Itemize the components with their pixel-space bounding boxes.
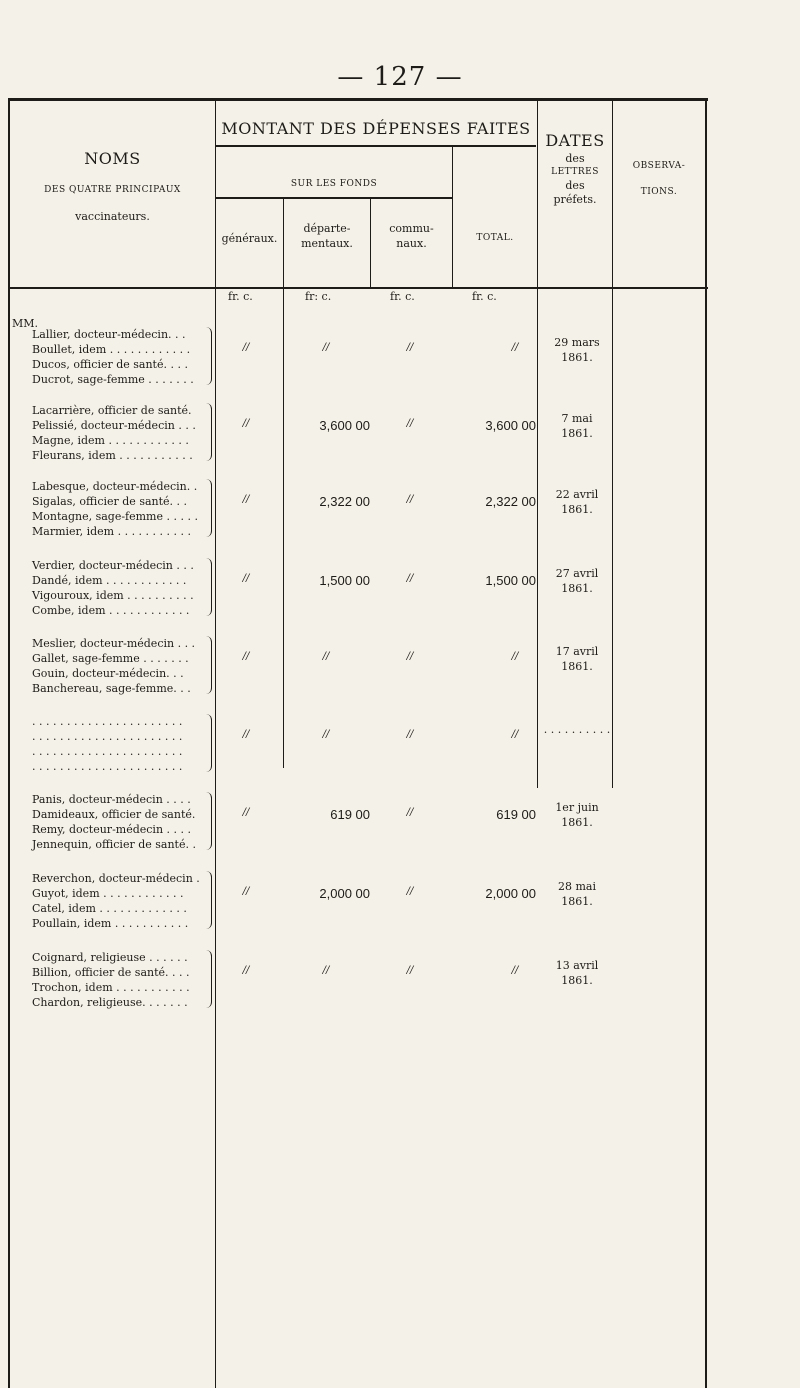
generaux-cell: // [242, 573, 250, 584]
total-cell: 2,000 00 [485, 886, 536, 901]
group-brace [205, 714, 212, 772]
rule-under-fonds [216, 197, 452, 199]
names-list [32, 558, 212, 618]
date-year: 1861. [561, 974, 593, 987]
generaux-cell: // [242, 418, 250, 429]
date-day: 7 mai [561, 412, 593, 425]
names-list [32, 950, 212, 1010]
rule-under-montant [216, 145, 536, 147]
header-departementaux-1: départe- [303, 222, 351, 235]
vaccinator-name: Gallet, sage-femme . . . . . . . [32, 652, 189, 665]
vaccinator-name: Magne, idem . . . . . . . . . . . . [32, 434, 189, 447]
departementaux-cell: 3,600 00 [319, 418, 370, 433]
vaccinator-name: Marmier, idem . . . . . . . . . . . [32, 525, 192, 538]
vaccinator-name: Gouin, docteur-médecin. . . [32, 667, 184, 680]
total-cell: // [511, 651, 519, 662]
vaccinator-name: Jennequin, officier de santé. . [32, 838, 196, 851]
communaux-cell: // [406, 807, 414, 818]
departementaux-cell: // [322, 651, 330, 662]
header-noms-title: NOMS [84, 149, 141, 168]
vaccinator-name: Lallier, docteur-médecin. . . [32, 328, 186, 341]
header-noms-sub1: DES QUATRE PRINCIPAUX [44, 184, 181, 195]
table-right-rule [705, 98, 707, 1388]
header-departementaux-2: mentaux. [301, 236, 353, 250]
names-list [32, 403, 212, 463]
unit-departementaux: fr: c. [305, 290, 332, 303]
page-number: — 127 — [337, 62, 463, 92]
date-year: 1861. [561, 503, 593, 516]
group-brace [205, 950, 212, 1008]
communaux-cell: // [406, 342, 414, 353]
vaccinator-name: . . . . . . . . . . . . . . . . . . . . . . [32, 760, 183, 773]
total-cell: // [511, 729, 519, 740]
header-generaux: généraux. [221, 232, 278, 245]
header-dates-title: DATES [545, 131, 605, 150]
generaux-cell: // [242, 807, 250, 818]
header-montant: MONTANT DES DÉPENSES FAITES [221, 119, 531, 138]
date-day: 22 avril [555, 488, 599, 501]
vaccinator-name: . . . . . . . . . . . . . . . . . . . . . . [32, 745, 183, 758]
header-dates-3: des [565, 178, 585, 192]
departementaux-cell: // [322, 729, 330, 740]
date-day: . . . . . . . . . . [543, 723, 611, 736]
col-rule-generaux [283, 198, 284, 768]
generaux-cell: // [242, 729, 250, 740]
names-list [32, 327, 212, 387]
unit-communaux: fr. c. [390, 290, 415, 303]
vaccinator-name: Vigouroux, idem . . . . . . . . . . [32, 589, 194, 602]
col-rule-communaux [452, 145, 453, 288]
header-sur-fonds: SUR LES FONDS [290, 179, 378, 189]
header-observations [613, 160, 705, 198]
vaccinator-name: Pelissié, docteur-médecin . . . [32, 419, 196, 432]
vaccinator-name: Catel, idem . . . . . . . . . . . . . [32, 902, 187, 915]
vaccinator-name: Panis, docteur-médecin . . . . [32, 793, 191, 806]
unit-generaux: fr. c. [228, 290, 253, 303]
vaccinator-name: Fleurans, idem . . . . . . . . . . . [32, 449, 193, 462]
communaux-cell: // [406, 494, 414, 505]
departementaux-cell: // [322, 965, 330, 976]
vaccinator-name: Montagne, sage-femme . . . . . [32, 510, 198, 523]
total-cell: // [511, 965, 519, 976]
vaccinator-name: Meslier, docteur-médecin . . . [32, 637, 196, 650]
vaccinator-name: . . . . . . . . . . . . . . . . . . . . . . [32, 730, 183, 743]
date-year: 1861. [561, 660, 593, 673]
date-year: 1861. [561, 816, 593, 829]
group-brace [205, 479, 212, 537]
generaux-cell: // [242, 342, 250, 353]
vaccinator-name: Sigalas, officier de santé. . . [32, 495, 188, 508]
header-noms-sub2: vaccinateurs. [75, 209, 150, 223]
date-year: 1861. [561, 895, 593, 908]
total-cell: 2,322 00 [485, 494, 536, 509]
date-day: 17 avril [555, 645, 599, 658]
date-day: 1er juin [555, 801, 599, 814]
group-brace [205, 636, 212, 694]
header-dates-1: des [565, 151, 585, 165]
group-brace [205, 558, 212, 616]
departementaux-cell: // [322, 342, 330, 353]
communaux-cell: // [406, 965, 414, 976]
table-top-rule [8, 98, 708, 101]
names-list [32, 714, 212, 774]
departementaux-cell: 2,000 00 [319, 886, 370, 901]
group-brace [205, 792, 212, 850]
header-dates-2: LETTRES [551, 167, 599, 178]
communaux-cell: // [406, 651, 414, 662]
date-year: 1861. [561, 427, 593, 440]
total-cell: // [511, 342, 519, 353]
vaccinator-name: Poullain, idem . . . . . . . . . . . [32, 917, 189, 930]
vaccinator-name: Labesque, docteur-médecin. . [32, 480, 198, 493]
group-brace [205, 403, 212, 461]
vaccinator-name: Dandé, idem . . . . . . . . . . . . [32, 574, 187, 587]
vaccinator-name: Damideaux, officier de santé. [32, 808, 196, 821]
col-rule-names [215, 100, 216, 1388]
unit-total: fr. c. [472, 290, 497, 303]
vaccinator-name: Ducos, officier de santé. . . . [32, 358, 188, 371]
date-year: 1861. [561, 351, 593, 364]
generaux-cell: // [242, 886, 250, 897]
communaux-cell: // [406, 573, 414, 584]
communaux-cell: // [406, 886, 414, 897]
departementaux-cell: 619 00 [330, 807, 370, 822]
vaccinator-name: Trochon, idem . . . . . . . . . . . [32, 981, 190, 994]
unit-mm: MM. [12, 317, 39, 330]
header-communaux [371, 222, 452, 252]
vaccinator-name: Reverchon, docteur-médecin . [32, 872, 200, 885]
names-list [32, 792, 212, 852]
header-observations-2: TIONS. [640, 187, 678, 198]
table-left-rule [8, 98, 10, 1388]
vaccinator-name: Ducrot, sage-femme . . . . . . . [32, 373, 194, 386]
col-rule-dates [612, 100, 613, 788]
total-cell: 619 00 [496, 807, 536, 822]
communaux-cell: // [406, 729, 414, 740]
header-dates [538, 130, 612, 208]
vaccinator-name: Boullet, idem . . . . . . . . . . . . [32, 343, 191, 356]
header-communaux-1: commu- [389, 222, 434, 235]
date-day: 27 avril [555, 567, 599, 580]
vaccinator-name: Verdier, docteur-médecin . . . [32, 559, 194, 572]
names-list [32, 871, 212, 931]
vaccinator-name: . . . . . . . . . . . . . . . . . . . . . . [32, 715, 183, 728]
header-total: TOTAL. [476, 233, 514, 243]
date-day: 29 mars [554, 336, 600, 349]
vaccinator-name: Combe, idem . . . . . . . . . . . . [32, 604, 190, 617]
departementaux-cell: 2,322 00 [319, 494, 370, 509]
vaccinator-name: Billion, officier de santé. . . . [32, 966, 190, 979]
group-brace [205, 871, 212, 929]
vaccinator-name: Lacarrière, officier de santé. [32, 404, 192, 417]
date-day: 28 mai [557, 880, 596, 893]
header-observations-1: OBSERVA- [632, 161, 686, 171]
communaux-cell: // [406, 418, 414, 429]
group-brace [205, 327, 212, 385]
total-cell: 1,500 00 [485, 573, 536, 588]
vaccinator-name: Guyot, idem . . . . . . . . . . . . [32, 887, 184, 900]
header-departementaux [284, 222, 370, 252]
vaccinator-name: Remy, docteur-médecin . . . . [32, 823, 192, 836]
vaccinator-name: Chardon, religieuse. . . . . . . [32, 996, 188, 1009]
header-noms [10, 148, 215, 225]
header-bottom-rule [8, 287, 708, 289]
names-list [32, 636, 212, 696]
departementaux-cell: 1,500 00 [319, 573, 370, 588]
total-cell: 3,600 00 [485, 418, 536, 433]
date-year: 1861. [561, 582, 593, 595]
date-day: 13 avril [555, 959, 599, 972]
header-dates-4: préfets. [553, 193, 597, 207]
names-list [32, 479, 212, 539]
header-communaux-2: naux. [396, 236, 427, 250]
generaux-cell: // [242, 965, 250, 976]
generaux-cell: // [242, 651, 250, 662]
vaccinator-name: Banchereau, sage-femme. . . [32, 682, 191, 695]
generaux-cell: // [242, 494, 250, 505]
vaccinator-name: Coignard, religieuse . . . . . . [32, 951, 188, 964]
